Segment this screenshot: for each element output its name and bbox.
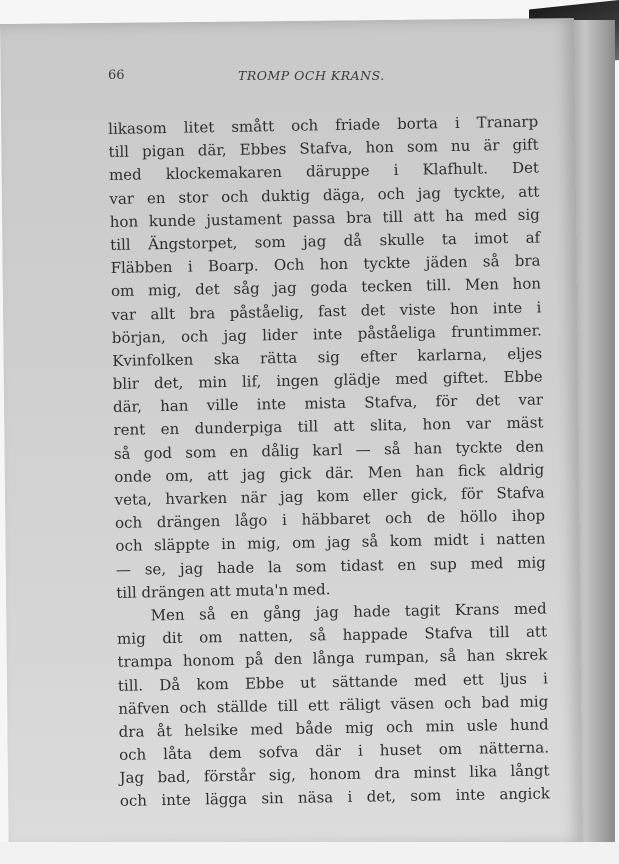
text-line: näfven och ställde till ett räligt väsen och bad mig	[118, 692, 549, 718]
text-line: Men så en gång jag hade tagit Krans med	[150, 599, 547, 625]
text-line: onde om, att jag gick där. Men han fick aldrig	[114, 460, 545, 486]
text-line: Kvinfolken ska rätta sig efter karlarna, eljes	[112, 344, 543, 370]
text-line: — se, jag hade la som tidast en sup med mig	[115, 552, 546, 579]
text-line: trampa honom på den långa rumpan, så han skrek	[117, 645, 548, 672]
text-line: med klockemakaren däruppe i Klafhult. Det	[108, 158, 540, 185]
text-line: rent en dunderpiga till att slita, hon var mäst	[113, 413, 544, 440]
text-line: veta, hvarken när jag kom eller gick, för Stafva	[114, 483, 545, 509]
text-line: Fläbben i Boarp. Och hon tyckte jäden så bra	[110, 251, 541, 278]
text-line: början, och jag lider inte påståeliga fruntimmer.	[111, 321, 542, 347]
text-line: till. Då kom Ebbe ut sättande med ett ljus i	[117, 668, 548, 695]
text-line: dra åt helsike med både mig och min usle hund	[118, 715, 549, 741]
text-line: likasom litet smått och friade borta i Tranarp	[108, 112, 539, 138]
body-text	[108, 110, 550, 813]
text-line: blir det, min lif, ingen glädje med giftet. Ebbe	[112, 367, 543, 394]
text-line: mig dit om natten, så happade Stafva till att	[116, 622, 548, 649]
text-line: till pigan där, Ebbes Stafva, hon som nu är gift	[108, 135, 539, 162]
text-line: och drängen lågo i häbbaret och de höllo ihop	[114, 506, 546, 533]
background-bottom	[0, 842, 619, 864]
text-line: var allt bra påståelig, fast det viste hon inte i	[111, 297, 542, 324]
text-line: Jag bad, förstår sig, honom dra minst lika långt	[119, 761, 550, 788]
page-header	[108, 68, 528, 88]
text-line: till drängen att muta'n med.	[116, 579, 331, 602]
text-line: och släppte in mig, om jag så kom midt i natten	[115, 529, 546, 556]
running-head: TROMP OCH KRANS.	[238, 68, 385, 83]
text-line: där, han ville inte mista Stafva, för det var	[112, 390, 544, 417]
text-line: till Ängstorpet, som jag då skulle ta imot af	[110, 228, 541, 254]
page-number: 66	[108, 68, 125, 83]
text-line: så god som en dålig karl — så han tyckte den	[113, 437, 544, 463]
text-line: och inte lägga sin näsa i det, som inte angick	[119, 784, 551, 811]
text-line: var en stor och duktig däga, och jag tyckte, att	[109, 182, 540, 208]
text-line: hon kunde justament passa bra till att ha med sig	[109, 205, 540, 231]
text-line: om mig, det såg jag goda tecken till. Men hon	[110, 274, 542, 301]
text-line: och låta dem sofva där i huset om nätterna.	[118, 738, 550, 764]
